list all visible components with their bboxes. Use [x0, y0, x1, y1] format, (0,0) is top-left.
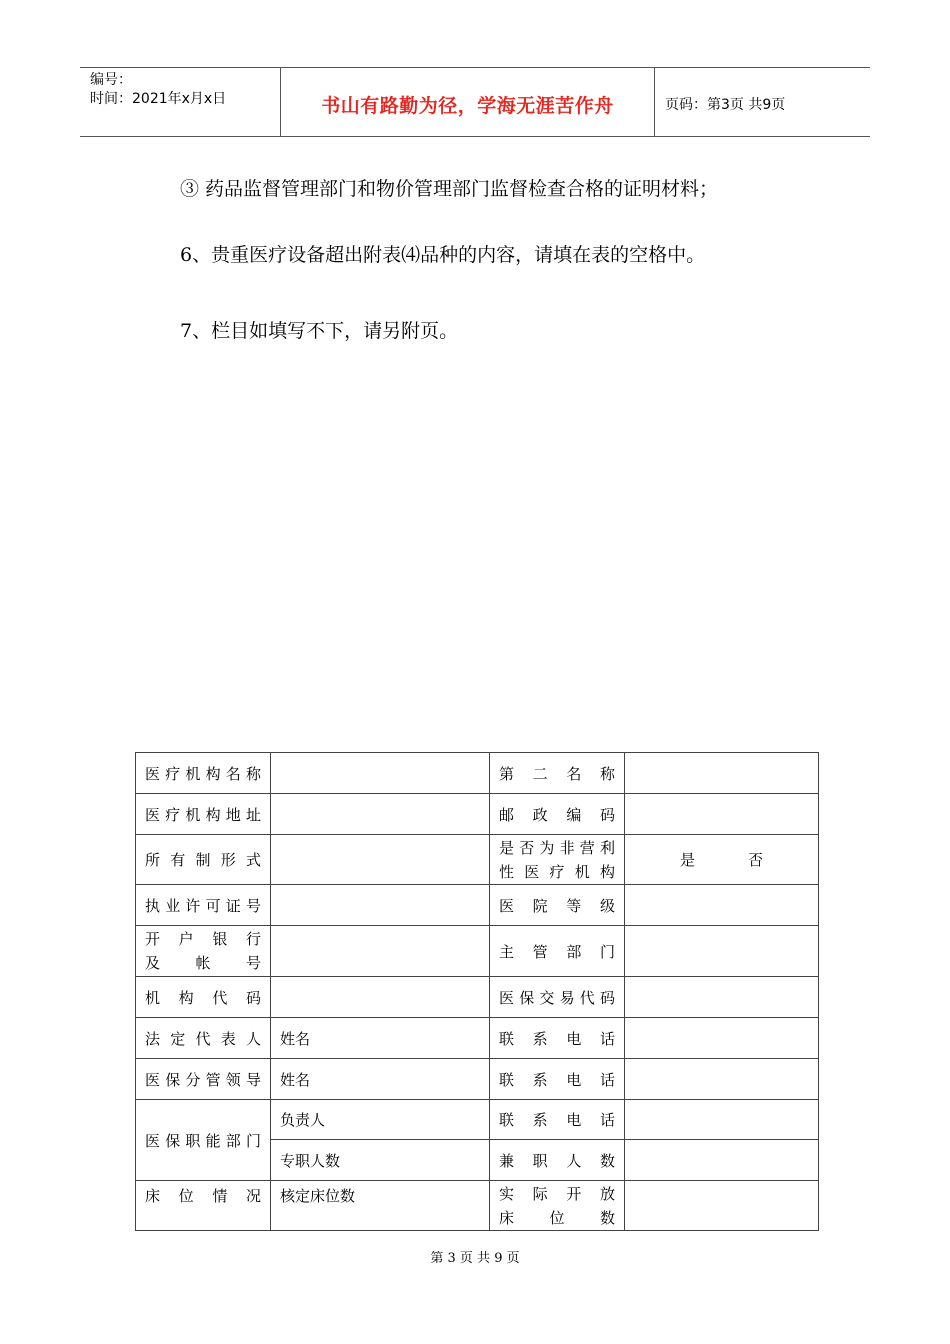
label-nonprofit-line2: 性医疗机构 — [499, 862, 615, 881]
label-legal-representative: 法定代表人 — [136, 1018, 271, 1059]
field-license-number[interactable] — [271, 885, 490, 926]
table-row — [136, 1100, 819, 1140]
field-insurance-leader-name[interactable]: 姓名 — [271, 1059, 490, 1100]
label-institution-name: 医疗机构名称 — [136, 753, 271, 794]
field-contact-phone[interactable] — [625, 1059, 819, 1100]
field-nonprofit — [625, 835, 819, 885]
field-institution-address[interactable] — [271, 794, 490, 835]
table-row — [136, 753, 819, 794]
label-actual-open-beds — [490, 1181, 625, 1231]
label-bank-account-line1: 开户银行 — [145, 930, 261, 948]
field-fulltime-staff[interactable]: 专职人数 — [271, 1140, 490, 1181]
table-row — [136, 794, 819, 835]
header-motto-cell — [281, 68, 655, 136]
field-ownership-form[interactable] — [271, 835, 490, 885]
field-second-name[interactable] — [625, 753, 819, 794]
document-number-label: 编号： — [90, 72, 132, 88]
label-parttime-staff: 兼职人数 — [490, 1140, 625, 1181]
label-nonprofit — [490, 835, 625, 885]
label-postal-code: 邮政编码 — [490, 794, 625, 835]
label-insurance-department: 医保职能部门 — [136, 1100, 271, 1181]
label-insurance-leader: 医保分管领导 — [136, 1059, 271, 1100]
field-bank-account[interactable] — [271, 926, 490, 977]
table-row — [136, 835, 819, 885]
label-actual-open-beds-line1: 实际开放 — [499, 1184, 615, 1203]
field-department-head[interactable]: 负责人 — [271, 1100, 490, 1140]
note-item: 6、贵重医疗设备超出附表⑷品种的内容，请填在表的空格中。 — [180, 244, 706, 266]
label-nonprofit-line1: 是否为非营利 — [499, 838, 615, 857]
table-row — [136, 885, 819, 926]
field-parttime-staff[interactable] — [625, 1140, 819, 1181]
label-second-name: 第二名称 — [490, 753, 625, 794]
label-bank-account-line2: 及帐号 — [145, 954, 261, 972]
field-postal-code[interactable] — [625, 794, 819, 835]
label-contact-phone: 联系电话 — [490, 1100, 625, 1140]
label-actual-open-beds-line2: 床位数 — [499, 1208, 615, 1227]
label-supervising-department: 主管部门 — [490, 926, 625, 977]
label-insurance-transaction-code: 医保交易代码 — [490, 977, 625, 1018]
label-bank-account — [136, 926, 271, 977]
header-page-number: 页码：第3页 共9页 — [665, 97, 786, 113]
label-license-number: 执业许可证号 — [136, 885, 271, 926]
label-bed-status: 床位情况 — [136, 1181, 271, 1231]
page-header — [80, 67, 870, 137]
label-contact-phone: 联系电话 — [490, 1059, 625, 1100]
registration-form-table — [135, 752, 819, 1231]
option-yes[interactable]: 是 — [680, 851, 696, 869]
field-actual-open-beds[interactable] — [625, 1181, 819, 1231]
field-approved-beds[interactable]: 核定床位数 — [271, 1181, 490, 1231]
field-contact-phone[interactable] — [625, 1100, 819, 1140]
field-supervising-department[interactable] — [625, 926, 819, 977]
table-row — [136, 926, 819, 977]
note-item: ③ 药品监督管理部门和物价管理部门监督检查合格的证明材料； — [180, 178, 719, 200]
header-motto: 书山有路勤为径，学海无涯苦作舟 — [321, 94, 614, 117]
table-row — [136, 977, 819, 1018]
table-row — [136, 1018, 819, 1059]
field-contact-phone[interactable] — [625, 1018, 819, 1059]
table-row — [136, 1181, 819, 1231]
field-insurance-transaction-code[interactable] — [625, 977, 819, 1018]
page-footer: 第 3 页 共 9 页 — [430, 1251, 520, 1266]
table-row — [136, 1059, 819, 1100]
field-legal-representative-name[interactable]: 姓名 — [271, 1018, 490, 1059]
field-institution-name[interactable] — [271, 753, 490, 794]
field-hospital-grade[interactable] — [625, 885, 819, 926]
label-institution-code: 机构代码 — [136, 977, 271, 1018]
label-ownership-form: 所有制形式 — [136, 835, 271, 885]
option-no[interactable]: 否 — [747, 851, 763, 869]
label-institution-address: 医疗机构地址 — [136, 794, 271, 835]
header-meta — [80, 68, 281, 136]
label-contact-phone: 联系电话 — [490, 1018, 625, 1059]
document-time-label: 时间：2021年x月x日 — [90, 91, 227, 107]
note-item: 7、栏目如填写不下，请另附页。 — [180, 320, 459, 342]
label-hospital-grade: 医院等级 — [490, 885, 625, 926]
field-institution-code[interactable] — [271, 977, 490, 1018]
